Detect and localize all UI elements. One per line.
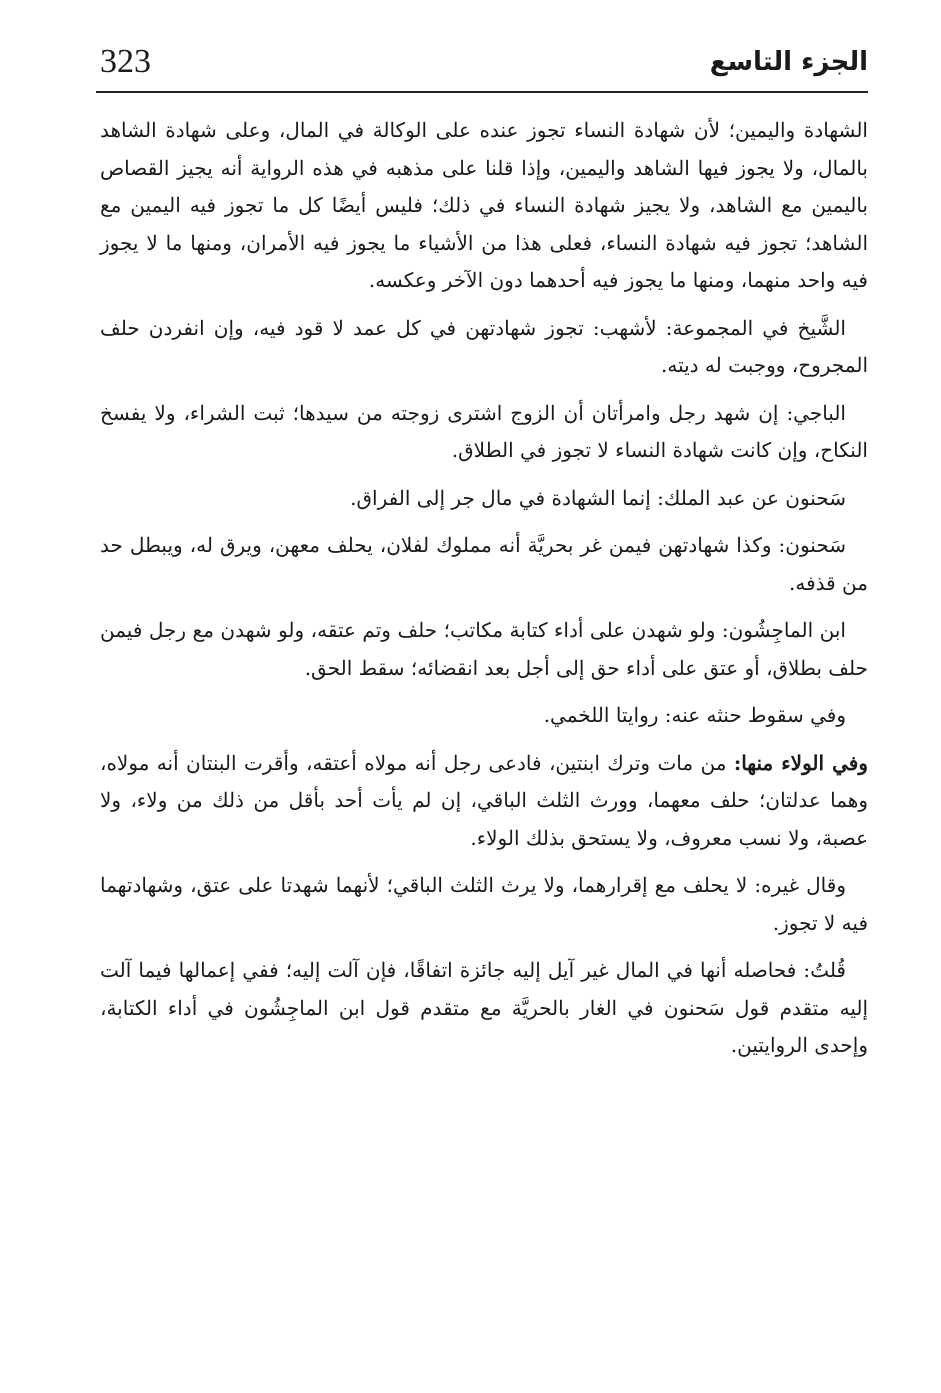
paragraph <box>100 112 868 300</box>
paragraph <box>100 480 868 518</box>
paragraph <box>100 697 868 735</box>
paragraph <box>100 745 868 858</box>
paragraph-text: من مات وترك ابنتين، فادعى رجل أنه مولاه أعتقه، وأقرت البنتان أنه مولاه، وهما عدلتان؛ حلف معهما، وورث الثلث الباقي، إن لم يأت أحد بأقل من ذلك من ولاء، ولا عصبة، ولا نسب معروف، ولا يستحق بذلك الولاء. <box>100 750 868 850</box>
paragraph-text: قُلتُ: فحاصله أنها في المال غير آيل إليه جائزة اتفاقًا، فإن آلت إليه؛ ففي إعمالها فيما آلت إليه متقدم قول سَحنون في الغار بالحريَّة مع متقدم قول ابن الماجِشُون في أداء الكتابة، وإحدى الروايتين. <box>100 958 868 1057</box>
text-body <box>100 112 868 1075</box>
paragraph <box>100 867 868 942</box>
header-rule <box>96 91 868 93</box>
paragraph-text: وفي سقوط حنثه عنه: روايتا اللخمي. <box>543 703 846 727</box>
paragraph <box>100 952 868 1065</box>
paragraph-text: الباجي: إن شهد رجل وامرأتان أن الزوج اشترى زوجته من سيدها؛ ثبت الشراء، ولا يفسخ النكاح، وإن كانت شهادة النساء لا تجوز في الطلاق. <box>100 400 868 462</box>
paragraph <box>100 527 868 602</box>
paragraph-text: وقال غيره: لا يحلف مع إقرارهما، ولا يرث الثلث الباقي؛ لأنهما شهدتا على عتق، وشهادتهما فيه لا تجوز. <box>100 873 868 935</box>
paragraph <box>100 310 868 385</box>
paragraph-text: سَحنون: وكذا شهادتهن فيمن غر بحريَّة أنه مملوك لفلان، يحلف معهن، ويرق له، ويبطل حد من قذفه. <box>100 533 868 595</box>
section-lead: وفي الولاء منها: <box>733 750 868 775</box>
page-header <box>96 38 868 90</box>
paragraph-text: الشَّيخ في المجموعة: لأشهب: تجوز شهادتهن في كل عمد لا قود فيه، وإن انفردن حلف المجروح، ووجبت له ديته. <box>100 315 868 377</box>
paragraph-text: ابن الماجِشُون: ولو شهدن على أداء كتابة مكاتب؛ حلف وتم عتقه، ولو شهدن مع رجل فيمن حلف بطلاق، أو عتق على أداء حق إلى أجل بعد انقضائه؛ سقط الحق. <box>100 618 868 680</box>
paragraph-text: سَحنون عن عبد الملك: إنما الشهادة في مال جر إلى الفراق. <box>350 485 846 510</box>
paragraph <box>100 395 868 470</box>
paragraph <box>100 612 868 687</box>
running-title: الجزء التاسع <box>709 47 868 77</box>
page-number: 323 <box>100 43 151 80</box>
paragraph-text: الشهادة واليمين؛ لأن شهادة النساء تجوز عنده على الوكالة في المال، وعلى شهادة الشاهد بالمال، ولا يجوز فيها الشاهد واليمين، وإذا قلنا على مذهبه في هذه الرواية أنه يجيز القصاص باليمين مع الشاهد، ولا يجيز شهادة النساء في ذلك؛ فليس أيضًا كل ما تجوز فيه اليمين مع الشاهد؛ تجوز فيه شهادة النساء، فعلى هذا من الأشياء ما يجوز فيه الأمران، ومنها ما لا يجوز فيه واحد منهما، ومنها ما يجوز فيه أحدهما دون الآخر وعكسه. <box>100 118 868 292</box>
